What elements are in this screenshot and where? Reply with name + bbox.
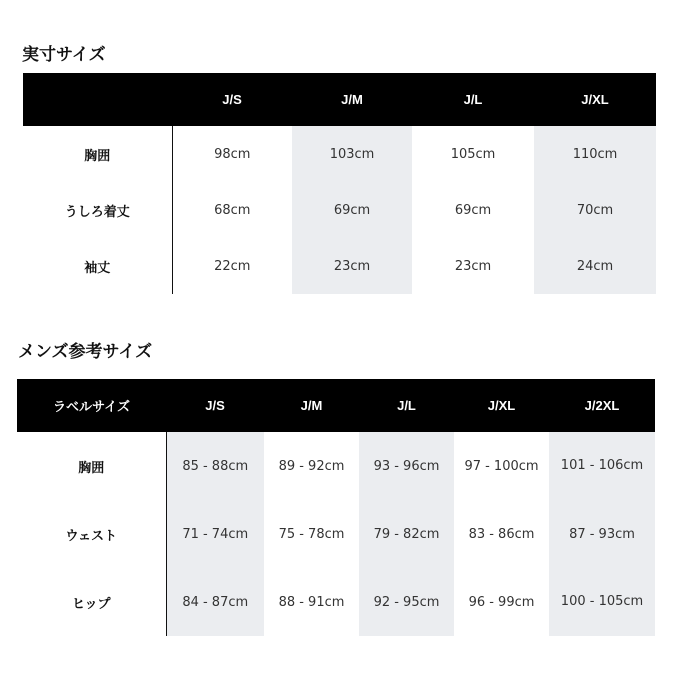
garment-size-title: 実寸サイズ <box>22 45 106 65</box>
table-row <box>17 432 655 500</box>
header-cell-empty <box>23 73 172 126</box>
header-cell-label-size: ラベルサイズ <box>17 379 166 432</box>
table-cell: 93 - 96cm <box>359 432 454 500</box>
table-cell: 24cm <box>534 238 656 294</box>
table-row <box>17 500 655 568</box>
row-label: ヒップ <box>17 568 166 636</box>
table-cell: 75 - 78cm <box>264 500 359 568</box>
table-cell: 71 - 74cm <box>166 500 264 568</box>
header-cell-js: J/S <box>172 73 292 126</box>
table-header-row <box>17 379 655 432</box>
table-cell: 100 - 105cm <box>549 568 655 636</box>
table-cell: 96 - 99cm <box>454 568 549 636</box>
table-cell: 68cm <box>172 182 292 238</box>
table-row <box>23 126 656 182</box>
table-row <box>23 182 656 238</box>
table-cell: 23cm <box>292 238 412 294</box>
table-cell: 98cm <box>172 126 292 182</box>
table-cell: 83 - 86cm <box>454 500 549 568</box>
header-cell-jm: J/M <box>292 73 412 126</box>
mens-reference-size-table <box>17 379 655 636</box>
row-label: 胸囲 <box>17 432 166 500</box>
header-cell-jl: J/L <box>412 73 534 126</box>
row-label: 袖丈 <box>23 238 172 294</box>
row-label: うしろ着丈 <box>23 182 172 238</box>
row-label: ウェスト <box>17 500 166 568</box>
garment-size-table <box>23 73 657 294</box>
table-cell: 85 - 88cm <box>166 432 264 500</box>
table-cell: 97 - 100cm <box>454 432 549 500</box>
table-cell: 87 - 93cm <box>549 500 655 568</box>
table-row <box>23 238 656 294</box>
header-cell-jl: J/L <box>359 379 454 432</box>
table-cell: 79 - 82cm <box>359 500 454 568</box>
table-cell: 89 - 92cm <box>264 432 359 500</box>
header-cell-jxl: J/XL <box>454 379 549 432</box>
table-cell: 70cm <box>534 182 656 238</box>
header-cell-jxl: J/XL <box>534 73 656 126</box>
table-cell: 88 - 91cm <box>264 568 359 636</box>
table-cell: 105cm <box>412 126 534 182</box>
header-cell-j2xl: J/2XL <box>549 379 655 432</box>
table-cell: 22cm <box>172 238 292 294</box>
table-cell: 103cm <box>292 126 412 182</box>
table-cell: 92 - 95cm <box>359 568 454 636</box>
header-cell-js: J/S <box>166 379 264 432</box>
mens-reference-size-title: メンズ参考サイズ <box>18 342 153 362</box>
row-label: 胸囲 <box>23 126 172 182</box>
table-cell: 101 - 106cm <box>549 432 655 500</box>
table-cell: 69cm <box>292 182 412 238</box>
header-cell-jm: J/M <box>264 379 359 432</box>
table-row <box>17 568 655 636</box>
table-header-row <box>23 73 656 126</box>
table-cell: 110cm <box>534 126 656 182</box>
table-cell: 84 - 87cm <box>166 568 264 636</box>
table-cell: 23cm <box>412 238 534 294</box>
table-cell: 69cm <box>412 182 534 238</box>
